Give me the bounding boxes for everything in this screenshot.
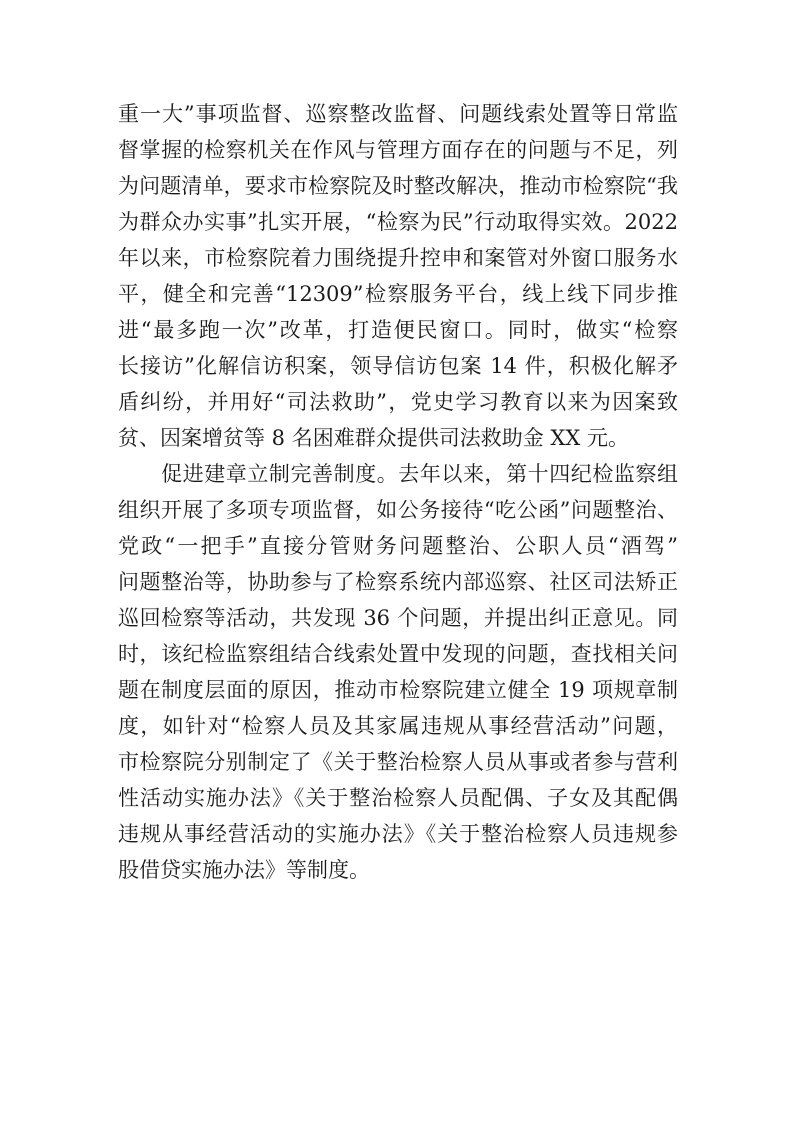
text-line: 市检察院分别制定了《关于整治检察人员从事或者参与营利 bbox=[118, 750, 678, 774]
text-line: 时，该纪检监察组结合线索处置中发现的问题，查找相关问 bbox=[118, 642, 678, 666]
text-line: 组织开展了多项专项监督，如公务接待“吃公函”问题整治、 bbox=[118, 498, 678, 522]
text-line: 年以来，市检察院着力围绕提升控申和案管对外窗口服务水 bbox=[118, 246, 678, 270]
text-line: 为问题清单，要求市检察院及时整改解决，推动市检察院“我 bbox=[118, 174, 678, 198]
text-line: 进“最多跑一次”改革，打造便民窗口。同时，做实“检察 bbox=[118, 318, 678, 342]
text-line: 盾纠纷，并用好“司法救助”，党史学习教育以来为因案致 bbox=[118, 390, 678, 414]
text-line: 平，健全和完善“12309”检察服务平台，线上线下同步推 bbox=[118, 282, 678, 306]
paragraph-2 bbox=[118, 456, 678, 888]
text-line: 促进建章立制完善制度。去年以来，第十四纪检监察组 bbox=[118, 462, 678, 486]
text-line: 性活动实施办法》《关于整治检察人员配偶、子女及其配偶 bbox=[118, 786, 678, 810]
text-line: 为群众办实事”扎实开展，“检察为民”行动取得实效。2022 bbox=[118, 210, 678, 234]
text-line: 巡回检察等活动，共发现 36 个问题，并提出纠正意见。同 bbox=[118, 606, 678, 630]
paragraph-1 bbox=[118, 96, 678, 456]
text-line: 问题整治等，协助参与了检察系统内部巡察、社区司法矫正 bbox=[118, 570, 678, 594]
text-line: 督掌握的检察机关在作风与管理方面存在的问题与不足，列 bbox=[118, 138, 678, 162]
text-line: 贫、因案增贫等 8 名困难群众提供司法救助金 XX 元。 bbox=[118, 426, 629, 450]
text-line: 违规从事经营活动的实施办法》《关于整治检察人员违规参 bbox=[118, 822, 678, 846]
text-line: 重一大”事项监督、巡察整改监督、问题线索处置等日常监 bbox=[118, 102, 678, 126]
text-line: 题在制度层面的原因，推动市检察院建立健全 19 项规章制 bbox=[118, 678, 678, 702]
document-body bbox=[118, 96, 678, 888]
text-line: 度，如针对“检察人员及其家属违规从事经营活动”问题， bbox=[118, 714, 678, 738]
text-line: 党政“一把手”直接分管财务问题整治、公职人员“酒驾” bbox=[118, 534, 678, 558]
text-line: 长接访”化解信访积案，领导信访包案 14 件，积极化解矛 bbox=[118, 354, 678, 378]
text-line: 股借贷实施办法》等制度。 bbox=[118, 858, 370, 882]
